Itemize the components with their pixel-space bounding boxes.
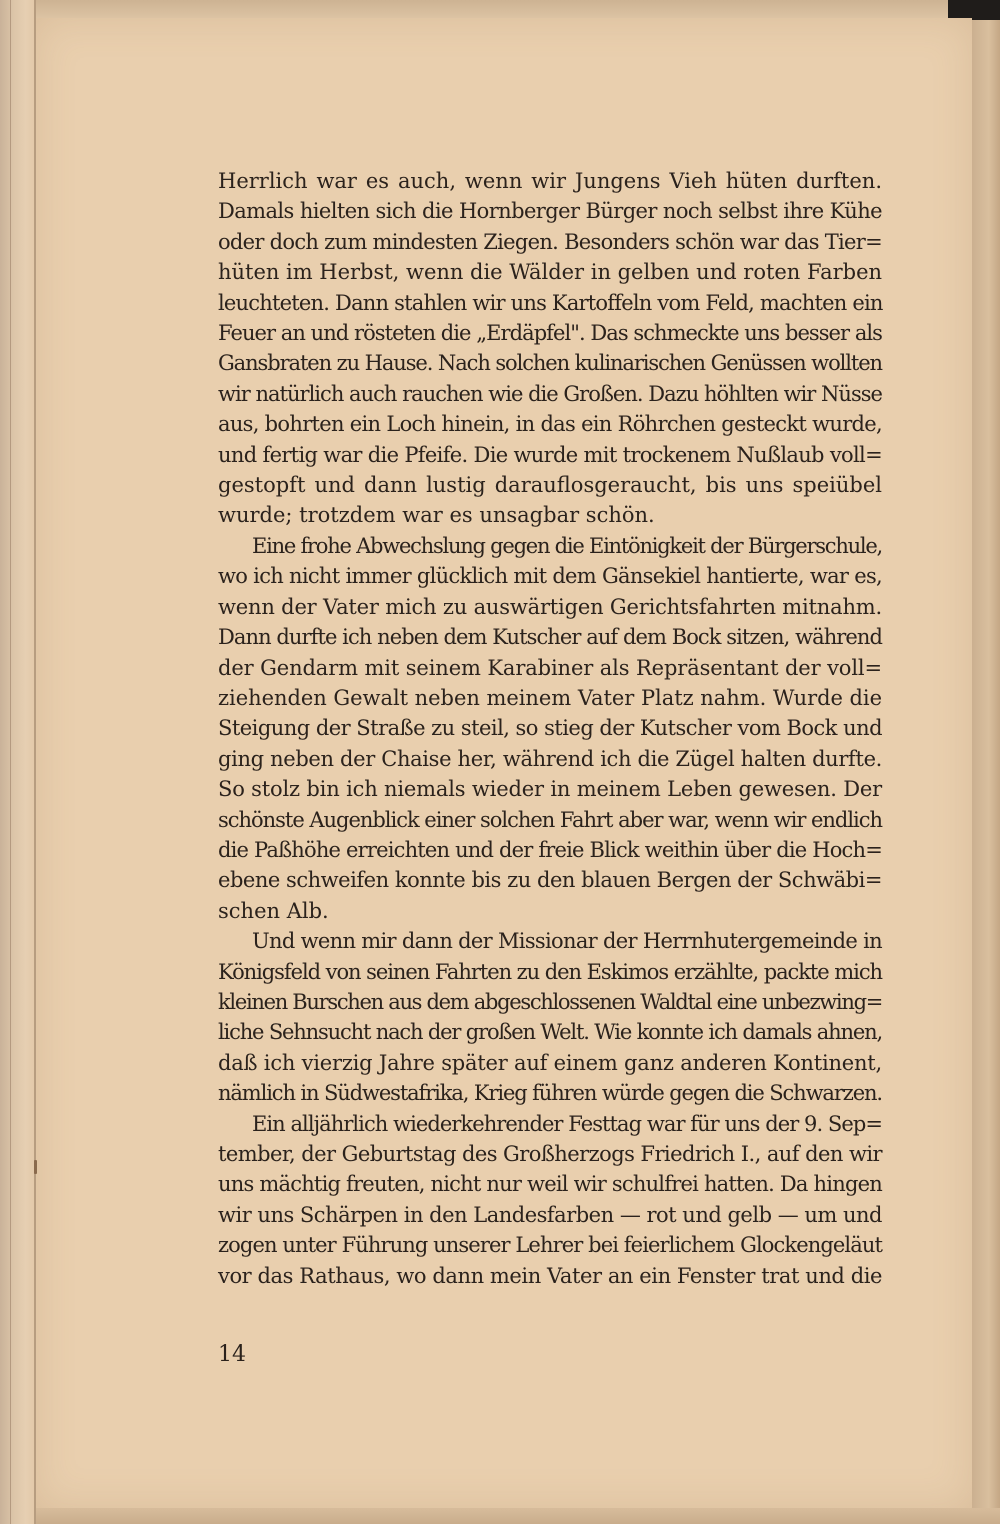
text-line: Steigung der Straße zu steil, so stieg der Kutscher vom Bock und [218,716,882,741]
page-number: 14 [218,1342,246,1367]
text-line: wir uns Schärpen in den Landesfarben — rot und gelb — um und [218,1202,882,1227]
text-line: vor das Rathaus, wo dann mein Vater an ein Fenster trat und die [218,1263,882,1288]
text-line: leuchteten. Dann stahlen wir uns Kartoffeln vom Feld, machten ein [218,290,883,315]
text-line: und fertig war die Pfeife. Die wurde mit trockenem Nußlaub voll= [218,442,882,467]
body-text [218,166,882,1291]
text-line: oder doch zum mindesten Ziegen. Besonders schön war das Tier= [218,229,882,254]
text-line: Damals hielten sich die Hornberger Bürger noch selbst ihre Kühe [218,199,882,224]
text-line: zogen unter Führung unserer Lehrer bei feierlichem Glockengeläut [218,1233,882,1258]
text-line: daß ich vierzig Jahre später auf einem ganz anderen Kontinent, [218,1050,882,1075]
text-line: Herrlich war es auch, wenn wir Jungens Vieh hüten durften. [218,169,882,193]
text-line: aus, bohrten ein Loch hinein, in das ein Röhrchen gesteckt wurde, [218,412,882,437]
bottom-page-edge [36,1508,1000,1524]
text-line: die Paßhöhe erreichten und der freie Blick weithin über die Hoch= [218,837,882,862]
margin-mark [34,1160,37,1174]
text-line: Und wenn mir dann der Missionar der Herrnhutergemeinde in [252,929,882,954]
text-line: Königsfeld von seinen Fahrten zu den Eskimos erzählte, packte mich [218,959,882,984]
text-line: schönste Augenblick einer solchen Fahrt aber war, wenn wir endlich [218,807,882,832]
text-line: wenn der Vater mich zu auswärtigen Gerichtsfahrten mitnahm. [218,594,882,619]
text-line: schen Alb. [218,898,329,923]
text-line: So stolz bin ich niemals wieder in meinem Leben gewesen. Der [218,777,882,802]
text-line: wir natürlich auch rauchen wie die Großen. Dazu höhlten wir Nüsse [218,381,882,406]
text-line: Feuer an und rösteten die „Erdäpfel". Das schmeckte uns besser als [218,321,882,346]
text-line: Ein alljährlich wiederkehrender Festtag war für uns der 9. Sep= [252,1111,882,1136]
text-line: ebene schweifen konnte bis zu den blauen Bergen der Schwäbi= [218,868,882,893]
text-line: der Gendarm mit seinem Karabiner als Repräsentant der voll= [218,655,882,680]
text-line: ziehenden Gewalt neben meinem Vater Platz nahm. Wurde die [218,685,882,710]
next-page-edge [972,20,1000,1508]
text-line: liche Sehnsucht nach der großen Welt. Wie konnte ich damals ahnen, [218,1020,882,1045]
text-line: hüten im Herbst, wenn die Wälder in gelben und roten Farben [218,260,882,285]
text-line: Gansbraten zu Hause. Nach solchen kulinarischen Genüssen wollten [218,351,882,376]
book-binding-edge [0,0,36,1524]
text-line: nämlich in Südwestafrika, Krieg führen würde gegen die Schwarzen. [218,1081,882,1106]
top-page-edge [36,0,1000,18]
text-line: kleinen Burschen aus dem abgeschlossenen Waldtal eine unbezwing= [218,989,882,1014]
text-line: ging neben der Chaise her, während ich die Zügel halten durfte. [218,746,882,771]
text-line: Eine frohe Abwechslung gegen die Eintönigkeit der Bürgerschule, [252,533,882,558]
text-line: wo ich nicht immer glücklich mit dem Gänsekiel hantierte, war es, [218,564,882,589]
text-line: gestopft und dann lustig darauflosgeraucht, bis uns speiübel [218,473,882,498]
text-line: Dann durfte ich neben dem Kutscher auf dem Bock sitzen, während [218,625,882,650]
text-line: wurde; trotzdem war es unsagbar schön. [218,503,655,528]
text-line: tember, der Geburtstag des Großherzogs Friedrich I., auf den wir [218,1142,882,1166]
text-line: uns mächtig freuten, nicht nur weil wir schulfrei hatten. Da hingen [218,1172,882,1197]
binding-crease-line [10,0,11,1524]
